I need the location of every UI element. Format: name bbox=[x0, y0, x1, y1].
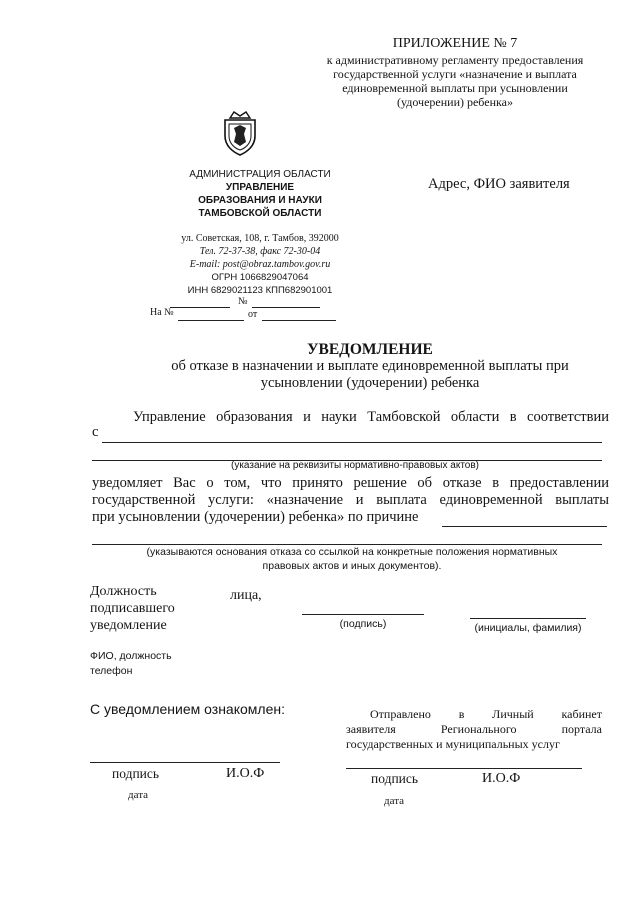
ack-left-io-caption: И.О.Ф bbox=[226, 766, 265, 781]
ack-sent-line-3: государственных и муниципальных услуг bbox=[346, 737, 560, 751]
body-s: с bbox=[92, 424, 99, 440]
ack-right-sign-caption: подпись bbox=[371, 771, 419, 786]
notice-subtitle-1: об отказе в назначении и выплате единовременной выплаты при bbox=[171, 358, 569, 374]
body-paragraph-2-line-1: уведомляет Вас о том, что принято решение об отказе в предоставлении bbox=[92, 475, 609, 491]
body-paragraph-1: Управление образования и науки Тамбовской области в соответствии bbox=[133, 409, 609, 425]
sender-line-2: УПРАВЛЕНИЕ bbox=[225, 182, 295, 193]
position-label-lica: лица, bbox=[230, 588, 262, 603]
sender-line-1: АДМИНИСТРАЦИЯ ОБЛАСТИ bbox=[189, 169, 331, 180]
coat-of-arms-icon bbox=[220, 110, 260, 156]
initials-line[interactable] bbox=[470, 618, 586, 619]
incoming-ot-label: от bbox=[248, 309, 258, 320]
outgoing-num-mark: № bbox=[238, 296, 248, 307]
body-paragraph-2-line-2: государственной услуги: «назначение и выплата единовременной выплаты bbox=[92, 492, 609, 508]
ack-sent-line-2: заявителя Регионального портала bbox=[346, 722, 602, 736]
sender-line-4: ТАМБОВСКОЙ ОБЛАСТИ bbox=[198, 208, 322, 219]
outgoing-date-line[interactable] bbox=[170, 307, 230, 308]
legal-acts-line-1[interactable] bbox=[102, 442, 602, 443]
ack-right-sign-line[interactable] bbox=[346, 768, 582, 769]
position-label-1: Должность bbox=[90, 584, 157, 599]
incoming-date-line[interactable] bbox=[262, 320, 336, 321]
appendix-line-2: государственной услуги «назначение и выплата bbox=[333, 67, 577, 81]
incoming-num-label: На № bbox=[150, 307, 174, 318]
sender-inn: ИНН 6829021123 КПП682901001 bbox=[187, 285, 333, 296]
signature-line[interactable] bbox=[302, 614, 424, 615]
sender-email: E-mail: post@obraz.tambov.gov.ru bbox=[189, 259, 331, 270]
signature-caption: (подпись) bbox=[339, 618, 387, 630]
body-paragraph-2-line-3: при усыновлении (удочерении) ребенка» по причине bbox=[92, 509, 419, 525]
ack-left-sign-caption: подпись bbox=[112, 766, 160, 781]
appendix-line-3: единовременной выплаты при усыновлении bbox=[342, 81, 568, 95]
sender-phone: Тел. 72-37-38, факс 72-30-04 bbox=[199, 246, 321, 257]
ack-right-io-caption: И.О.Ф bbox=[482, 771, 521, 786]
appendix-line-4: (удочерении) ребенка» bbox=[397, 95, 513, 109]
sender-address: ул. Советская, 108, г. Тамбов, 392000 bbox=[181, 233, 339, 244]
ack-right-date-caption: дата bbox=[384, 795, 405, 807]
executor-fio-label: ФИО, должность bbox=[90, 650, 172, 662]
appendix-line-1: к административному регламенту предоставления bbox=[326, 53, 584, 67]
initials-caption: (инициалы, фамилия) bbox=[474, 622, 582, 634]
ack-sent-line-1: Отправлено в Личный кабинет bbox=[370, 707, 602, 721]
sender-ogrn: ОГРН 1066829047064 bbox=[211, 272, 309, 283]
outgoing-number-line[interactable] bbox=[252, 307, 320, 308]
position-label-2: подписавшего bbox=[90, 601, 175, 616]
reason-note-1: (указываются основания отказа со ссылкой на конкретные положения нормативных bbox=[146, 546, 558, 558]
notice-subtitle-2: усыновлении (удочерении) ребенка bbox=[260, 375, 480, 391]
reason-line-1[interactable] bbox=[442, 526, 607, 527]
ack-left-sign-line[interactable] bbox=[90, 762, 280, 763]
ack-left-date-caption: дата bbox=[128, 789, 149, 801]
legal-acts-note: (указание на реквизиты нормативно-правовых актов) bbox=[231, 460, 479, 471]
reason-line-2[interactable] bbox=[92, 544, 602, 545]
incoming-number-line[interactable] bbox=[178, 320, 244, 321]
position-label-3: уведомление bbox=[90, 618, 167, 633]
notice-title: УВЕДОМЛЕНИЕ bbox=[307, 341, 433, 358]
executor-phone-label: телефон bbox=[90, 665, 133, 677]
reason-note-2: правовых актов и иных документов). bbox=[262, 560, 442, 572]
sender-line-3: ОБРАЗОВАНИЯ И НАУКИ bbox=[198, 195, 322, 206]
ack-title: С уведомлением ознакомлен: bbox=[90, 701, 285, 717]
appendix-title: ПРИЛОЖЕНИЕ № 7 bbox=[392, 36, 518, 51]
recipient-label: Адрес, ФИО заявителя bbox=[428, 176, 570, 192]
